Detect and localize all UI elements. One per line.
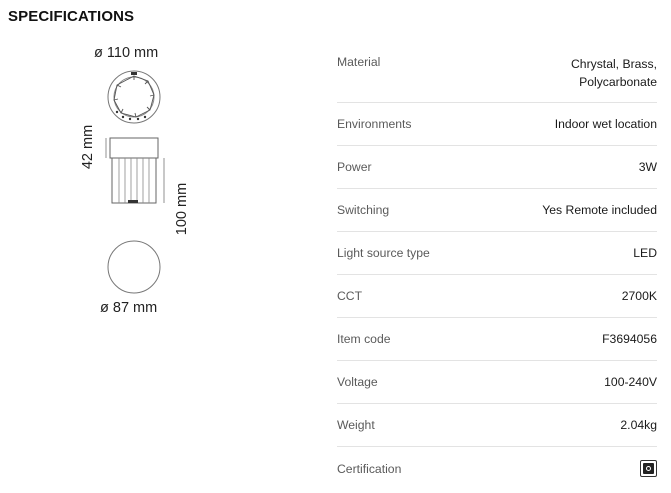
top-view-tab xyxy=(131,72,137,75)
spec-row-item-code xyxy=(337,318,657,361)
spec-value: 100-240V xyxy=(604,375,657,389)
spec-label: Switching xyxy=(337,203,390,217)
side-view-tab xyxy=(128,200,138,203)
spec-label: Environments xyxy=(337,117,412,131)
spec-label: Weight xyxy=(337,418,375,432)
spec-value: LED xyxy=(633,246,657,260)
spec-label: Voltage xyxy=(337,375,378,389)
spec-label: Power xyxy=(337,160,372,174)
spec-row-power xyxy=(337,146,657,189)
spec-value-line: Polycarbonate xyxy=(579,75,657,89)
bottom-view-circle xyxy=(108,241,160,293)
top-diameter-label: ø 110 mm xyxy=(94,45,159,61)
spec-value: 3W xyxy=(638,160,657,174)
spec-value: 2700K xyxy=(621,289,657,303)
spec-label: Item code xyxy=(337,332,391,346)
spec-label: CCT xyxy=(337,289,363,303)
spec-row-cct xyxy=(337,275,657,318)
spec-value: F3694056 xyxy=(602,332,657,346)
cap-height-label: 42 mm xyxy=(80,124,96,170)
spec-row-voltage xyxy=(337,361,657,404)
spec-label: Material xyxy=(337,55,381,69)
spec-value xyxy=(571,55,657,91)
total-height-label: 100 mm xyxy=(174,182,190,236)
spec-value: Indoor wet location xyxy=(554,117,657,131)
spec-value: Yes Remote included xyxy=(542,203,657,217)
spec-row-switching xyxy=(337,189,657,232)
certification-mark-icon xyxy=(640,460,657,477)
spec-row-material xyxy=(337,42,657,103)
spec-value-line: Chrystal, Brass, xyxy=(570,57,657,71)
bottom-diameter-label: ø 87 mm xyxy=(100,300,158,316)
spec-label: Certification xyxy=(337,461,402,476)
side-view-cap xyxy=(110,138,158,158)
spec-row-light-source xyxy=(337,232,657,275)
spec-label: Light source type xyxy=(337,246,430,260)
spec-value: 2.04kg xyxy=(620,418,657,432)
spec-row-environments xyxy=(337,103,657,146)
spec-row-certification xyxy=(337,447,657,490)
specifications-table xyxy=(337,42,657,490)
page-title: SPECIFICATIONS xyxy=(8,8,135,25)
product-dimension-drawing xyxy=(70,40,210,330)
spec-row-weight xyxy=(337,404,657,447)
